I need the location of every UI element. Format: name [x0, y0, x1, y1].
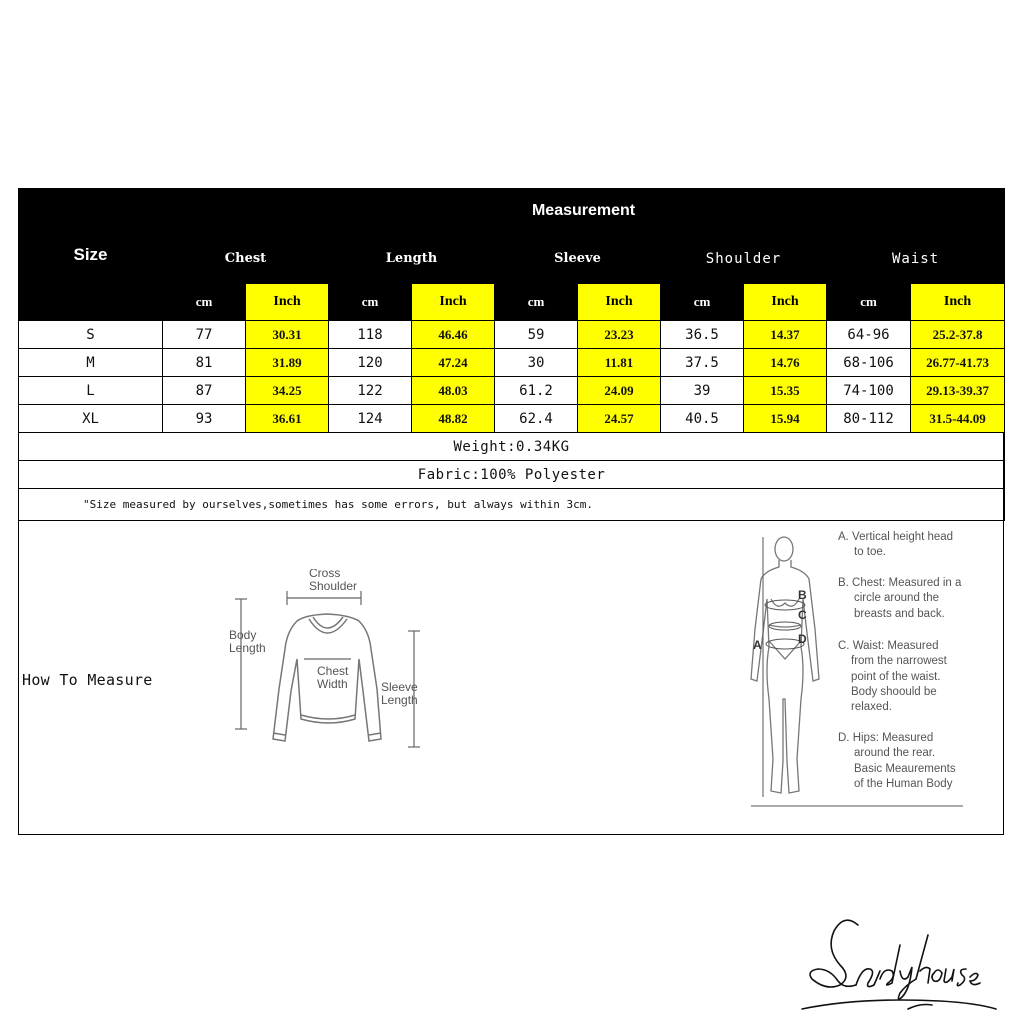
legend-line: C. Waist: Measured [838, 640, 939, 652]
chest-header: Chest [163, 234, 329, 284]
value-cell: 59 [495, 321, 578, 349]
unit-cm: cm [661, 284, 744, 321]
inch-cell: 31.89 [246, 349, 329, 377]
measurement-header: Measurement [163, 189, 1005, 234]
legend-line: B. Chest: Measured in a [838, 577, 962, 589]
legend-line: from the narrowest [851, 655, 947, 667]
unit-inch: Inch [412, 284, 495, 321]
body-measure-lines [763, 537, 805, 797]
unit-inch: Inch [246, 284, 329, 321]
value-cell: 40.5 [661, 405, 744, 433]
value-cell: 64-96 [827, 321, 911, 349]
inch-cell: 48.82 [412, 405, 495, 433]
inch-cell: 47.24 [412, 349, 495, 377]
legend-line: around the rear. [854, 747, 936, 759]
inch-cell: 24.09 [578, 377, 661, 405]
inch-cell: 15.35 [744, 377, 827, 405]
inch-cell: 46.46 [412, 321, 495, 349]
unit-cm: cm [495, 284, 578, 321]
measurement-note: "Size measured by ourselves,sometimes has some errors, but always within 3cm. [19, 489, 1005, 521]
body-measure-diagram [731, 529, 991, 809]
how-to-measure-label: How To Measure [22, 671, 153, 689]
size-cell: M [19, 349, 163, 377]
inch-cell: 48.03 [412, 377, 495, 405]
legend-line: A. Vertical height head [838, 531, 954, 543]
table-row [19, 405, 1005, 433]
value-cell: 74-100 [827, 377, 911, 405]
table-row [19, 377, 1005, 405]
size-chart [18, 188, 1004, 835]
value-cell: 118 [329, 321, 412, 349]
chest-width-label-1: Chest [317, 664, 349, 678]
legend-line: point of the waist. [851, 671, 941, 683]
brand-signature [802, 920, 996, 1009]
letter-b: B [798, 588, 807, 602]
unit-cm: cm [827, 284, 911, 321]
value-cell: 87 [163, 377, 246, 405]
weight-info: Weight:0.34KG [19, 433, 1005, 461]
legend-line: to toe. [854, 546, 886, 558]
chest-width-label-2: Width [317, 677, 348, 691]
value-cell: 120 [329, 349, 412, 377]
inch-cell: 31.5-44.09 [911, 405, 1005, 433]
value-cell: 81 [163, 349, 246, 377]
value-cell: 80-112 [827, 405, 911, 433]
inch-cell: 23.23 [578, 321, 661, 349]
inch-cell: 30.31 [246, 321, 329, 349]
size-cell: S [19, 321, 163, 349]
legend-line: Body shoould be [851, 686, 937, 698]
table-row [19, 349, 1005, 377]
cross-shoulder-label-2: Shoulder [309, 579, 358, 593]
brand-logo [800, 905, 1000, 1015]
value-cell: 93 [163, 405, 246, 433]
inch-cell: 34.25 [246, 377, 329, 405]
value-cell: 68-106 [827, 349, 911, 377]
inch-cell: 25.2-37.8 [911, 321, 1005, 349]
legend-line: Basic Meaurements [854, 763, 956, 775]
legend-line: D. Hips: Measured [838, 732, 934, 744]
size-header: Size [19, 189, 163, 321]
inch-cell: 26.77-41.73 [911, 349, 1005, 377]
legend-line: circle around the [854, 592, 940, 604]
value-cell: 124 [329, 405, 412, 433]
inch-cell: 14.37 [744, 321, 827, 349]
unit-cm: cm [329, 284, 412, 321]
value-cell: 61.2 [495, 377, 578, 405]
shirt-measure-diagram [209, 569, 429, 769]
unit-cm: cm [163, 284, 246, 321]
inch-cell: 15.94 [744, 405, 827, 433]
value-cell: 30 [495, 349, 578, 377]
letter-d: D [798, 632, 807, 646]
inch-cell: 36.61 [246, 405, 329, 433]
shoulder-header: Shoulder [661, 234, 827, 284]
sleeve-length-label [379, 679, 429, 709]
cross-shoulder-label-1: Cross [309, 569, 341, 580]
waist-header: Waist [827, 234, 1005, 284]
legend-line: of the Human Body [854, 778, 953, 790]
letter-c: C [798, 608, 807, 622]
value-cell: 36.5 [661, 321, 744, 349]
value-cell: 39 [661, 377, 744, 405]
size-cell: XL [19, 405, 163, 433]
letter-a: A [753, 638, 762, 652]
unit-inch: Inch [911, 284, 1005, 321]
inch-cell: 29.13-39.37 [911, 377, 1005, 405]
value-cell: 122 [329, 377, 412, 405]
size-cell: L [19, 377, 163, 405]
table-row [19, 321, 1005, 349]
unit-inch: Inch [578, 284, 661, 321]
sleeve-length-label-1: Sleeve [381, 680, 418, 694]
size-table [18, 188, 1005, 521]
body-length-label-2: Length [229, 641, 266, 655]
length-header: Length [329, 234, 495, 284]
inch-cell: 14.76 [744, 349, 827, 377]
inch-cell: 11.81 [578, 349, 661, 377]
sleeve-header: Sleeve [495, 234, 661, 284]
legend-line: relaxed. [851, 701, 892, 713]
sleeve-length-label-2: Length [381, 693, 418, 707]
legend-line: breasts and back. [854, 608, 945, 620]
fabric-info: Fabric:100% Polyester [19, 461, 1005, 489]
value-cell: 37.5 [661, 349, 744, 377]
body-length-label-1: Body [229, 628, 257, 642]
value-cell: 62.4 [495, 405, 578, 433]
unit-inch: Inch [744, 284, 827, 321]
inch-cell: 24.57 [578, 405, 661, 433]
value-cell: 77 [163, 321, 246, 349]
